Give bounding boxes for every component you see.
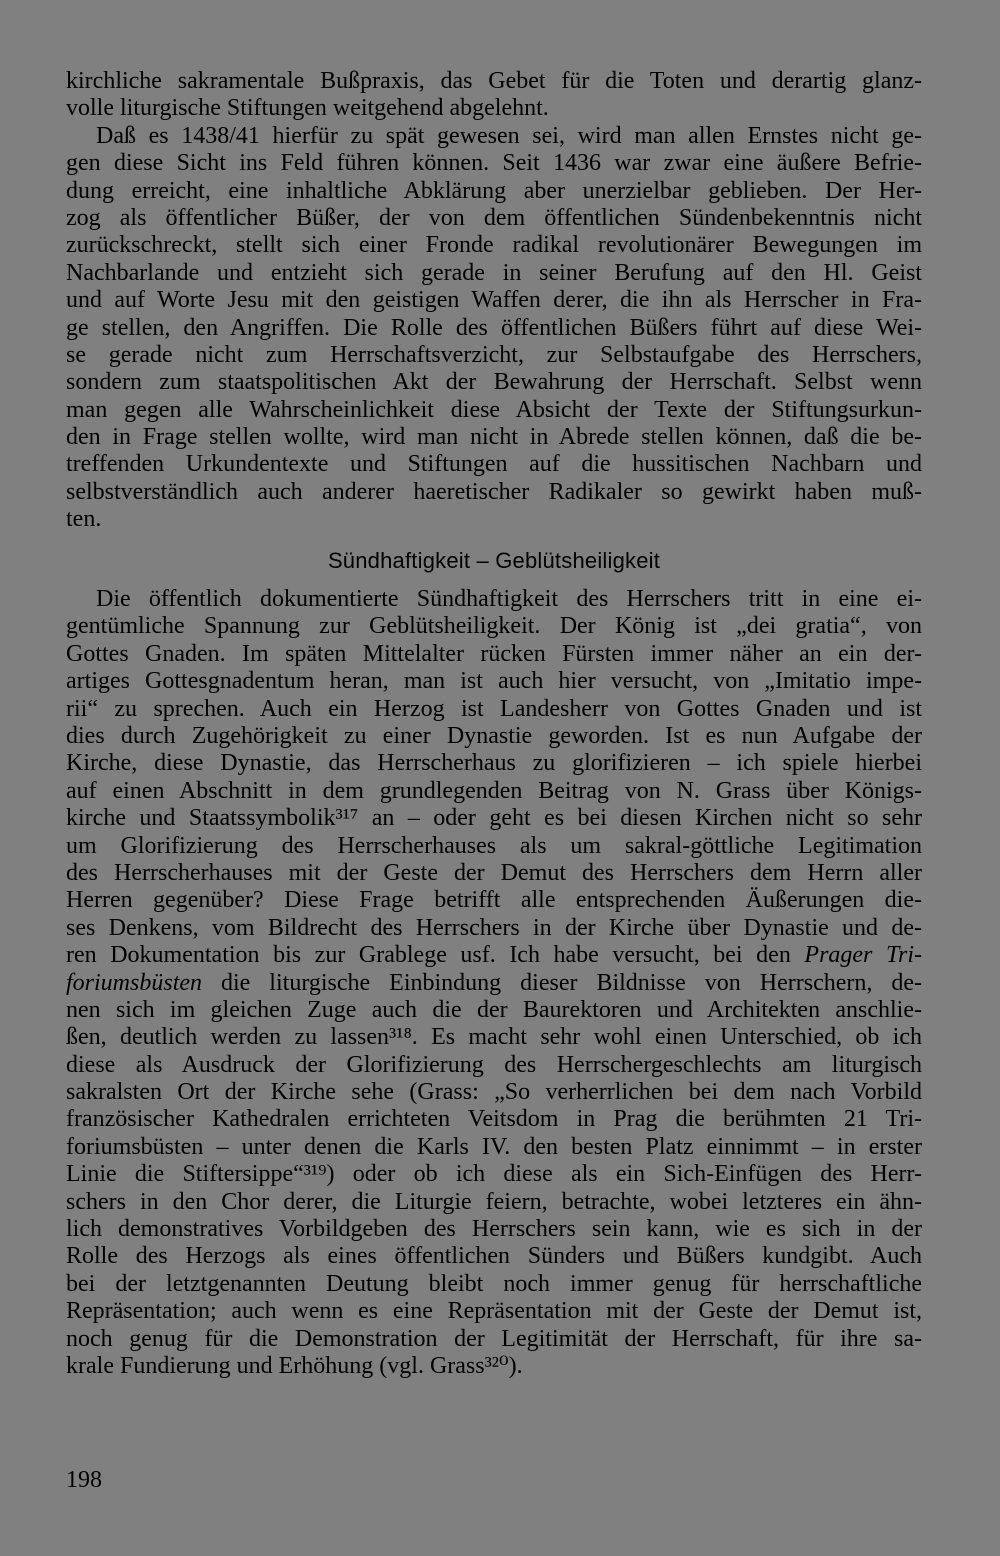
text-line: schers in den Chor derer, die Liturgie feiern, betrachte, wobei letzteres ein ähn- — [66, 1188, 922, 1215]
text-line: gen diese Sicht ins Feld führen können. Seit 1436 war zwar eine äußere Befrie- — [66, 150, 922, 177]
text-line: lich demonstratives Vorbildgeben des Herrschers sein kann, wie es sich in der — [66, 1216, 922, 1243]
text-line: Daß es 1438/41 hierfür zu spät gewesen sei, wird man allen Ernstes nicht ge- — [96, 122, 922, 149]
text-line: ren Dokumentation bis zur Grablege usf. Ich habe versucht, bei den Prager Tri- — [66, 942, 922, 969]
text-line: dung erreicht, eine inhaltliche Abklärung aber unerzielbar geblieben. Der Her- — [66, 177, 922, 204]
text-line: sondern zum staatspolitischen Akt der Bewahrung der Herrschaft. Selbst wenn — [66, 369, 922, 396]
text-line: Herren gegenüber? Diese Frage betrifft alle entsprechenden Äußerungen die- — [66, 887, 922, 914]
text-line: um Glorifizierung des Herrscherhauses als um sakral-göttliche Legitimation — [66, 832, 922, 859]
text-line: des Herrscherhauses mit der Geste der Demut des Herrschers dem Herrn aller — [66, 859, 922, 886]
text-line: ten. — [66, 506, 102, 533]
paragraph-2 — [66, 123, 922, 534]
paragraph-3 — [66, 586, 922, 1380]
section-heading: Sündhaftigkeit – Geblütsheiligkeit — [327, 547, 661, 573]
text-line: Nachbarlande und entzieht sich gerade in seiner Berufung auf den Hl. Geist — [66, 259, 922, 286]
text-line: kirche und Staatssymbolik³¹⁷ an – oder geht es bei diesen Kirchen nicht so sehr — [66, 805, 922, 832]
text-line: zurückschreckt, stellt sich einer Fronde radikal revolutionärer Bewegungen im — [66, 232, 922, 259]
text-line: französischer Kathedralen errichteten Veitsdom in Prag die berühmten 21 Tri- — [66, 1106, 922, 1133]
text-line: Rolle des Herzogs als eines öffentlichen Sünders und Büßers kundgibt. Auch — [66, 1243, 922, 1270]
text-line: artiges Gottesgnadentum heran, man ist auch hier versucht, von „Imitatio impe- — [66, 668, 922, 695]
text-line: Linie die Stiftersippe“³¹⁹) oder ob ich diese als ein Sich-Einfügen des Herr- — [66, 1161, 922, 1188]
text-line: volle liturgische Stiftungen weitgehend abgelehnt. — [66, 95, 549, 122]
paragraph-1 — [66, 68, 922, 123]
text-line: nen sich im gleichen Zuge auch die der Baurektoren und Architekten anschlie- — [66, 996, 922, 1023]
text-line: ses Denkens, vom Bildrecht des Herrschers in der Kirche über Dynastie und de- — [66, 914, 922, 941]
text-line: dies durch Zugehörigkeit zu einer Dynastie geworden. Ist es nun Aufgabe der — [66, 722, 922, 749]
text-line: Repräsentation; auch wenn es eine Repräsentation mit der Geste der Demut ist, — [66, 1298, 922, 1325]
text-line: rii“ zu sprechen. Auch ein Herzog ist Landesherr von Gottes Gnaden und ist — [66, 695, 922, 722]
italic-title: foriumsbüsten — [66, 969, 203, 996]
text-line: bei der letztgenannten Deutung bleibt noch immer genug für herrschaftliche — [66, 1270, 922, 1297]
text-line: kirchliche sakramentale Bußpraxis, das Gebet für die Toten und derartig glanz- — [66, 68, 922, 94]
text-line: sakralsten Ort der Kirche sehe (Grass: „So verherrlichen bei dem nach Vorbild — [66, 1079, 922, 1106]
text-line: Die öffentlich dokumentierte Sündhaftigkeit des Herrschers tritt in eine ei- — [96, 586, 922, 613]
text-line: Gottes Gnaden. Im späten Mittelalter rücken Fürsten immer näher an ein der- — [66, 640, 922, 667]
text-line: treffenden Urkundentexte und Stiftungen auf die hussitischen Nachbarn und — [66, 451, 922, 478]
text-line: Kirche, diese Dynastie, das Herrscherhaus zu glorifizieren – ich spiele hierbei — [66, 750, 922, 777]
text-line: man gegen alle Wahrscheinlichkeit diese Absicht der Texte der Stiftungsurkun- — [66, 396, 922, 423]
text-line: se gerade nicht zum Herrschaftsverzicht, zur Selbstaufgabe des Herrschers, — [66, 341, 922, 368]
text-line: krale Fundierung und Erhöhung (vgl. Grass³²⁰). — [66, 1352, 523, 1379]
text-line: foriumsbüsten die liturgische Einbindung dieser Bildnisse von Herrschern, de- — [66, 969, 922, 996]
text-line: und auf Worte Jesu mit den geistigen Waffen derer, die ihn als Herrscher in Fra- — [66, 287, 922, 314]
text-line: ßen, deutlich werden zu lassen³¹⁸. Es macht sehr wohl einen Unterschied, ob ich — [66, 1024, 922, 1051]
text-line: noch genug für die Demonstration der Legitimität der Herrschaft, für ihre sa- — [66, 1325, 922, 1352]
text-line: zog als öffentlicher Büßer, der von dem öffentlichen Sündenbekenntnis nicht — [66, 204, 922, 231]
text-line: selbstverständlich auch anderer haeretischer Radikaler so gewirkt haben muß- — [66, 478, 922, 505]
page-number: 198 — [66, 1467, 102, 1493]
italic-title: Prager Tri- — [804, 942, 922, 969]
text-line: den in Frage stellen wollte, wird man nicht in Abrede stellen können, daß die be- — [66, 424, 922, 451]
text-line: foriumsbüsten – unter denen die Karls IV. den besten Platz einnimmt – in erster — [66, 1133, 922, 1160]
text-line: gentümliche Spannung zur Geblütsheiligkeit. Der König ist „dei gratia“, von — [66, 613, 922, 640]
text-line: diese als Ausdruck der Glorifizierung des Herrschergeschlechts am liturgisch — [66, 1051, 922, 1078]
text-line: ge stellen, den Angriffen. Die Rolle des öffentlichen Büßers führt auf diese Wei- — [66, 314, 922, 341]
page-body — [66, 68, 922, 1380]
text-line: auf einen Abschnitt in dem grundlegenden Beitrag von N. Grass über Königs- — [66, 777, 922, 804]
